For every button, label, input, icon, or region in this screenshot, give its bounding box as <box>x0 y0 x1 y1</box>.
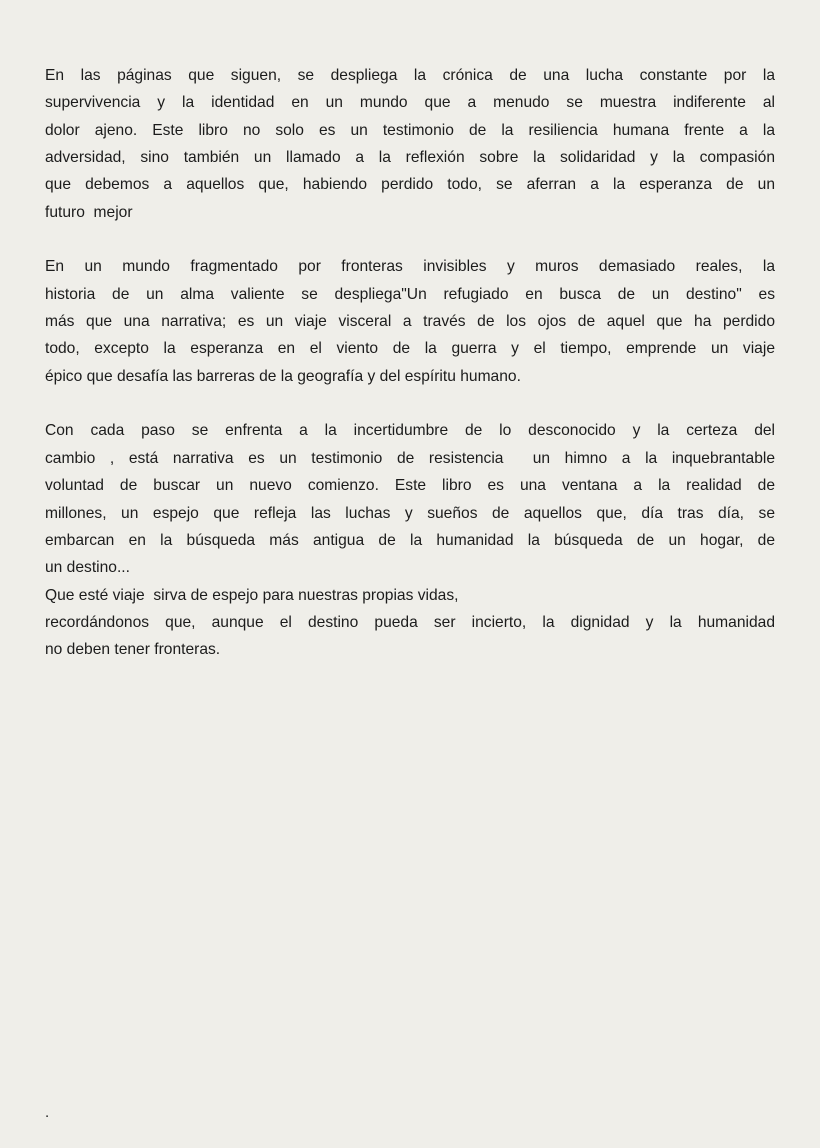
footer-mark: . <box>45 1104 50 1121</box>
text-line: supervivencia y la identidad en un mundo que a menudo se muestra indiferente al <box>45 94 775 112</box>
text-line: más que una narrativa; es un viaje visceral a través de los ojos de aquel que ha perdido <box>45 313 775 331</box>
text-line: adversidad, sino también un llamado a la reflexión sobre la solidaridad y la compasión <box>45 149 775 167</box>
text-line: que debemos a aquellos que, habiendo perdido todo, se aferran a la esperanza de un <box>45 176 775 194</box>
text-line: millones, un espejo que refleja las luchas y sueños de aquellos que, día tras día, se <box>45 504 775 522</box>
text-line: En un mundo fragmentado por fronteras invisibles y muros demasiado reales, la <box>45 258 775 276</box>
text-line: dolor ajeno. Este libro no solo es un testimonio de la resiliencia humana frente a la <box>45 121 775 139</box>
text-line: embarcan en la búsqueda más antigua de la humanidad la búsqueda de un hogar, de <box>45 531 775 549</box>
text-line: Con cada paso se enfrenta a la incertidumbre de lo desconocido y la certeza del <box>45 422 775 440</box>
text-line: Que esté viaje sirva de espejo para nuestras propias vidas, <box>45 586 459 604</box>
text-line: recordándonos que, aunque el destino pueda ser incierto, la dignidad y la humanidad <box>45 613 775 631</box>
text-line: cambio , está narrativa es un testimonio de resistencia un himno a la inquebrantable <box>45 449 775 467</box>
text-line: En las páginas que siguen, se despliega la crónica de una lucha constante por la <box>45 67 775 84</box>
text-line: todo, excepto la esperanza en el viento de la guerra y el tiempo, emprende un viaje <box>45 340 775 358</box>
text-line: futuro mejor <box>45 203 133 221</box>
paragraph-2 <box>45 253 775 390</box>
paragraph-3 <box>45 417 775 663</box>
text-line: voluntad de buscar un nuevo comienzo. Este libro es una ventana a la realidad de <box>45 477 775 495</box>
text-line: épico que desafía las barreras de la geografía y del espíritu humano. <box>45 367 521 385</box>
document-body <box>45 62 775 664</box>
text-line: historia de un alma valiente se despliega"Un refugiado en busca de un destino" es <box>45 285 775 303</box>
text-line: no deben tener fronteras. <box>45 641 221 659</box>
text-line: un destino... <box>45 559 130 577</box>
paragraph-1 <box>45 62 775 226</box>
